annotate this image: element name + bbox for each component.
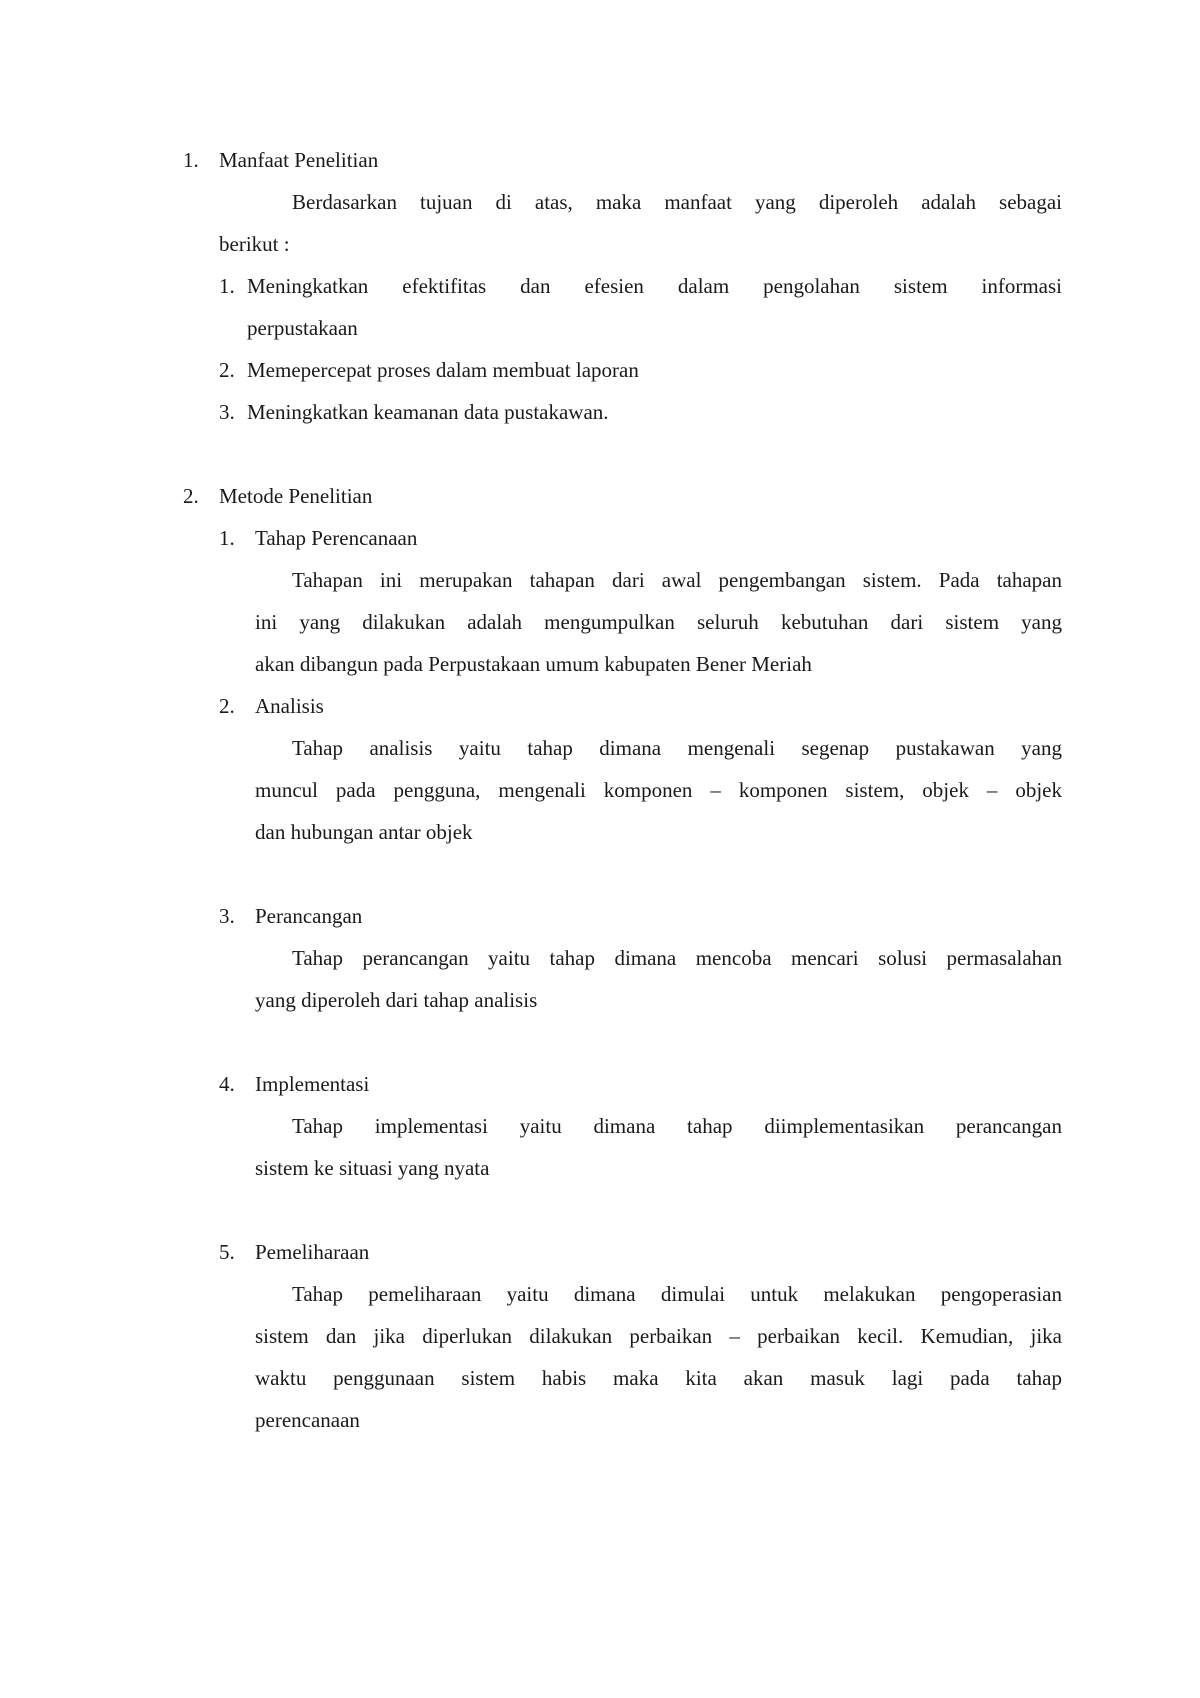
benefit-3-number: 3. [219, 400, 235, 424]
step-4-text-line: sistem ke situasi yang nyata [255, 1156, 490, 1180]
step-1-title: Tahap Perencanaan [255, 526, 418, 550]
step-2-text-line: Tahap analisis yaitu tahap dimana mengenali segenap pustakawan yang [292, 736, 1062, 760]
step-3-title: Perancangan [255, 904, 363, 928]
section1-number: 1. [183, 148, 199, 172]
benefit-2-number: 2. [219, 358, 235, 382]
step-2-number: 2. [219, 694, 235, 718]
section1-title: Manfaat Penelitian [219, 148, 379, 172]
step-5-text-line: perencanaan [255, 1408, 360, 1432]
step-1-number: 1. [219, 526, 235, 550]
step-5-text-line: waktu penggunaan sistem habis maka kita akan masuk lagi pada tahap [255, 1366, 1062, 1390]
step-4-number: 4. [219, 1072, 235, 1096]
benefit-3-line1: Meningkatkan keamanan data pustakawan. [247, 400, 609, 424]
section2-number: 2. [183, 484, 199, 508]
benefit-1-line2: perpustakaan [247, 316, 358, 340]
benefit-1-number: 1. [219, 274, 235, 298]
step-1-text-line: akan dibangun pada Perpustakaan umum kabupaten Bener Meriah [255, 652, 812, 676]
step-4-text-line: Tahap implementasi yaitu dimana tahap diimplementasikan perancangan [292, 1114, 1062, 1138]
section1-intro-line1: Berdasarkan tujuan di atas, maka manfaat yang diperoleh adalah sebagai [292, 190, 1062, 214]
step-5-text-line: Tahap pemeliharaan yaitu dimana dimulai untuk melakukan pengoperasian [292, 1282, 1062, 1306]
step-2-text-line: dan hubungan antar objek [255, 820, 473, 844]
step-1-text-line: ini yang dilakukan adalah mengumpulkan seluruh kebutuhan dari sistem yang [255, 610, 1062, 634]
section2-title: Metode Penelitian [219, 484, 373, 508]
step-5-title: Pemeliharaan [255, 1240, 370, 1264]
step-3-number: 3. [219, 904, 235, 928]
benefit-1-line1: Meningkatkan efektifitas dan efesien dalam pengolahan sistem informasi [247, 274, 1062, 298]
section1-intro-line2: berikut : [219, 232, 290, 256]
step-3-text-line: Tahap perancangan yaitu tahap dimana mencoba mencari solusi permasalahan [292, 946, 1062, 970]
step-2-title: Analisis [255, 694, 324, 718]
step-5-number: 5. [219, 1240, 235, 1264]
step-1-text-line: Tahapan ini merupakan tahapan dari awal pengembangan sistem. Pada tahapan [292, 568, 1062, 592]
benefit-2-line1: Memepercepat proses dalam membuat laporan [247, 358, 639, 382]
step-4-title: Implementasi [255, 1072, 370, 1096]
step-5-text-line: sistem dan jika diperlukan dilakukan perbaikan – perbaikan kecil. Kemudian, jika [255, 1324, 1062, 1348]
step-2-text-line: muncul pada pengguna, mengenali komponen – komponen sistem, objek – objek [255, 778, 1062, 802]
step-3-text-line: yang diperoleh dari tahap analisis [255, 988, 538, 1012]
